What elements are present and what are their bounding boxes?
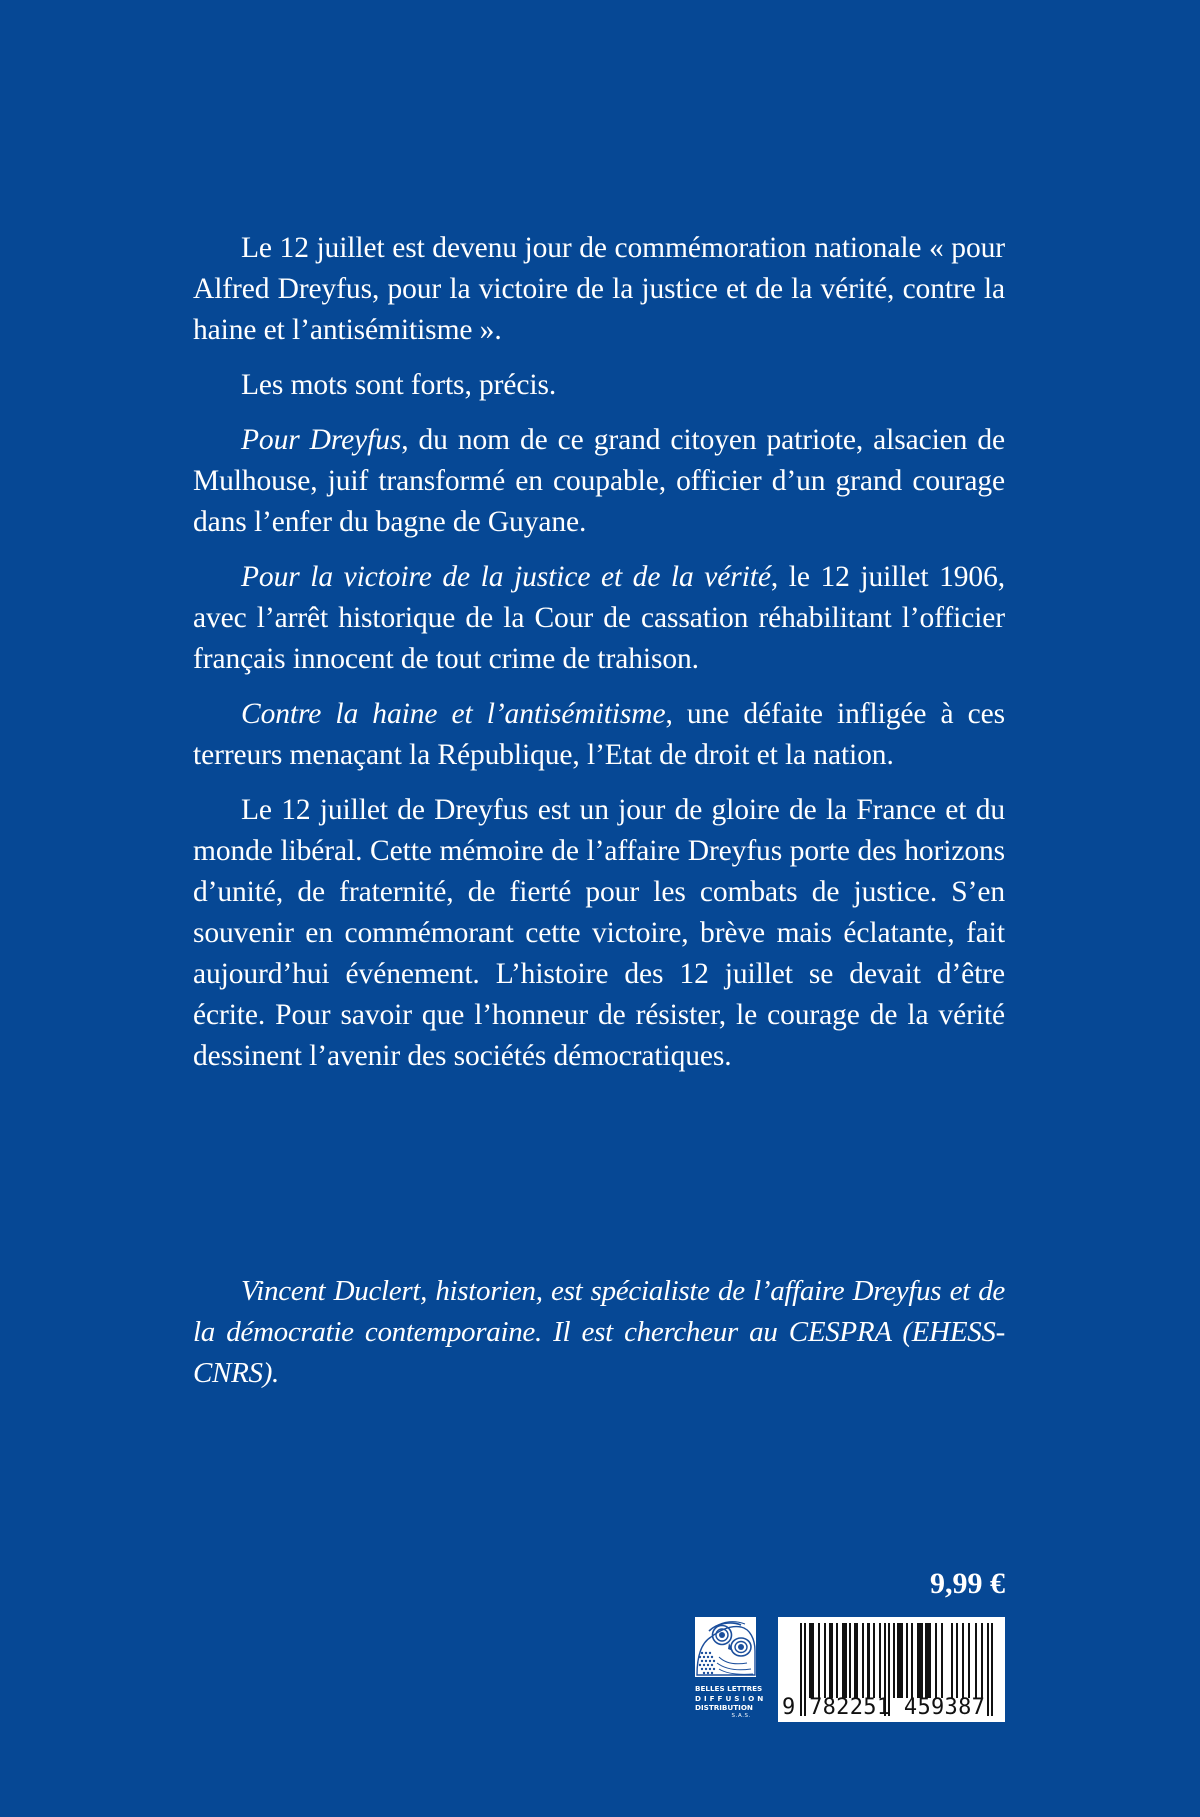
blurb-italic-heading: Pour la victoire de la justice et de la vérité [241, 561, 771, 593]
blurb-paragraph-1 [193, 228, 1005, 351]
blurb [193, 228, 1005, 1091]
blurb-text: , le 12 juillet 1906, avec l’arrêt historique de la Cour de cassation réhabilitant l’officier français innocent de tout crime de trahison. [193, 561, 1005, 675]
author-bio: Vincent Duclert, historien, est spécialiste de l’affaire Dreyfus et de la démocratie contemporaine. Il est chercheur au CESPRA (EHESS-CNRS). [193, 1275, 1005, 1389]
blurb-text: Le 12 juillet est devenu jour de commémoration nationale « pour Alfred Dreyfus, pour la victoire de la justice et de la vérité, contre la haine et l’antisémitisme ». [193, 232, 1005, 346]
blurb-italic-heading: Pour Dreyfus [241, 424, 402, 456]
blurb-text: Les mots sont forts, précis. [241, 369, 557, 401]
blurb-text: , du nom de ce grand citoyen patriote, alsacien de Mulhouse, juif transformé en coupable, officier d’un grand courage dans l’enfer du bagne de Guyane. [193, 424, 1005, 538]
blurb-paragraph-4 [193, 557, 1005, 680]
blurb-paragraph-5 [193, 694, 1005, 776]
publisher-line-3: DISTRIBUTION [695, 1703, 753, 1712]
blurb-paragraph-3 [193, 420, 1005, 543]
publisher-logo [695, 1617, 767, 1720]
blurb-text: , une défaite infligée à ces terreurs menaçant la République, l’Etat de droit et la nation. [193, 698, 1006, 771]
isbn-barcode [778, 1617, 1005, 1722]
publisher-line-1: BELLES LETTRES [695, 1684, 763, 1693]
price: 9,99 € [930, 1567, 1005, 1600]
blurb-text: Le 12 juillet de Dreyfus est un jour de gloire de la France et du monde libéral. Cette mémoire de l’affaire Dreyfus porte des horizons d’unité, de fraternité, de fierté pour les combats de justice. S’en souvenir en commémorant cette victoire, brève mais éclatante, fait aujourd’hui événement. L’histoire des 12 juillet se devait d’être écrite. Pour savoir que l’honneur de résister, le courage de la vérité dessinent l’avenir des sociétés démocratiques. [193, 794, 1005, 1072]
publisher-line-4: S.A.S. [731, 1712, 751, 1719]
blurb-paragraph-2 [193, 365, 1005, 406]
publisher-name [695, 1684, 767, 1720]
blurb-italic-heading: Contre la haine et l’antisémitisme [241, 698, 666, 730]
blurb-paragraph-6 [193, 790, 1005, 1077]
publisher-line-2: DIFFUSION [695, 1693, 767, 1703]
owl-icon [695, 1617, 756, 1677]
isbn-digits: 9 782251 459387 [782, 1695, 986, 1720]
